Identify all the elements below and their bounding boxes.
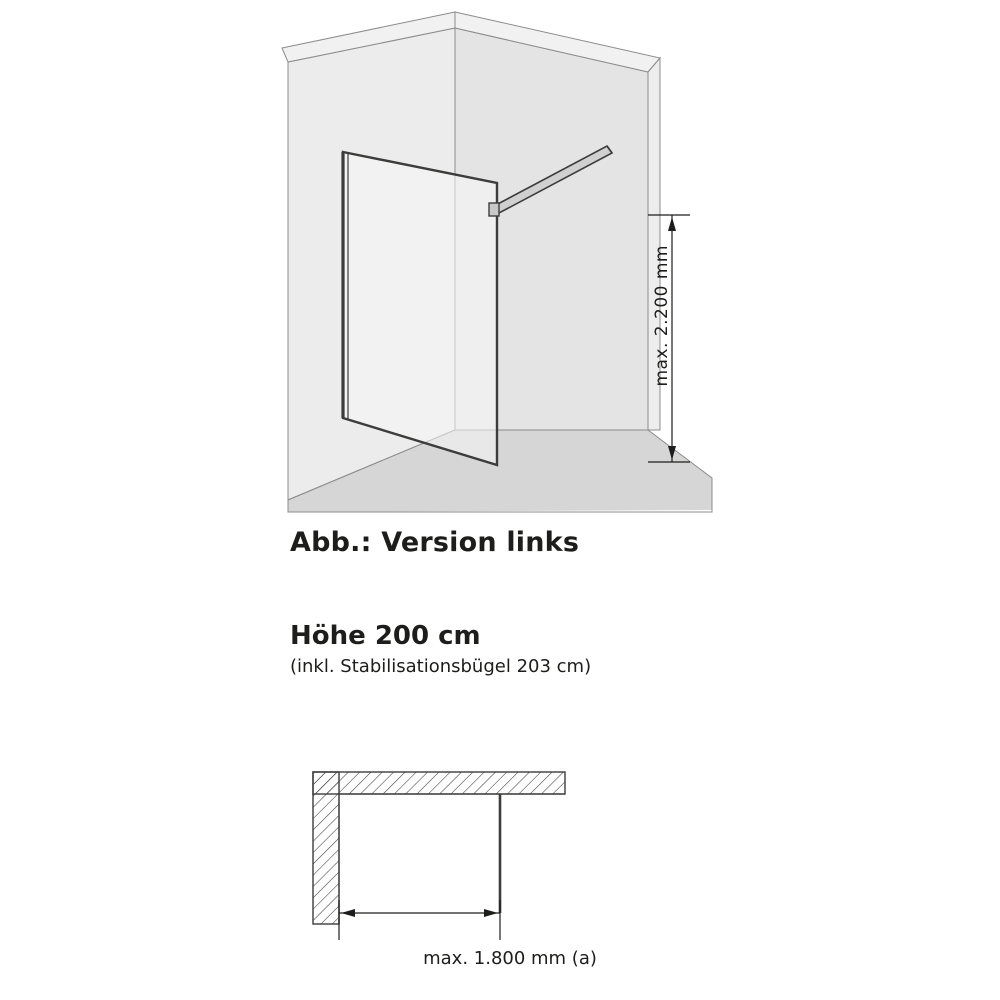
figure-caption-text: Abb.: Version links [290, 527, 580, 558]
plan-wall-top [313, 772, 565, 794]
plan-room-outline [339, 794, 565, 924]
horizontal-dimension-label: max. 1.800 mm (a) [423, 948, 597, 969]
horizontal-dimension [339, 900, 500, 940]
height-subtitle: (inkl. Stabilisationsbügel 203 cm) [290, 655, 592, 677]
height-title: Höhe 200 cm [290, 621, 481, 651]
vertical-dimension-label: max. 2.200 mm [652, 245, 672, 387]
plan-wall-left [313, 772, 339, 924]
